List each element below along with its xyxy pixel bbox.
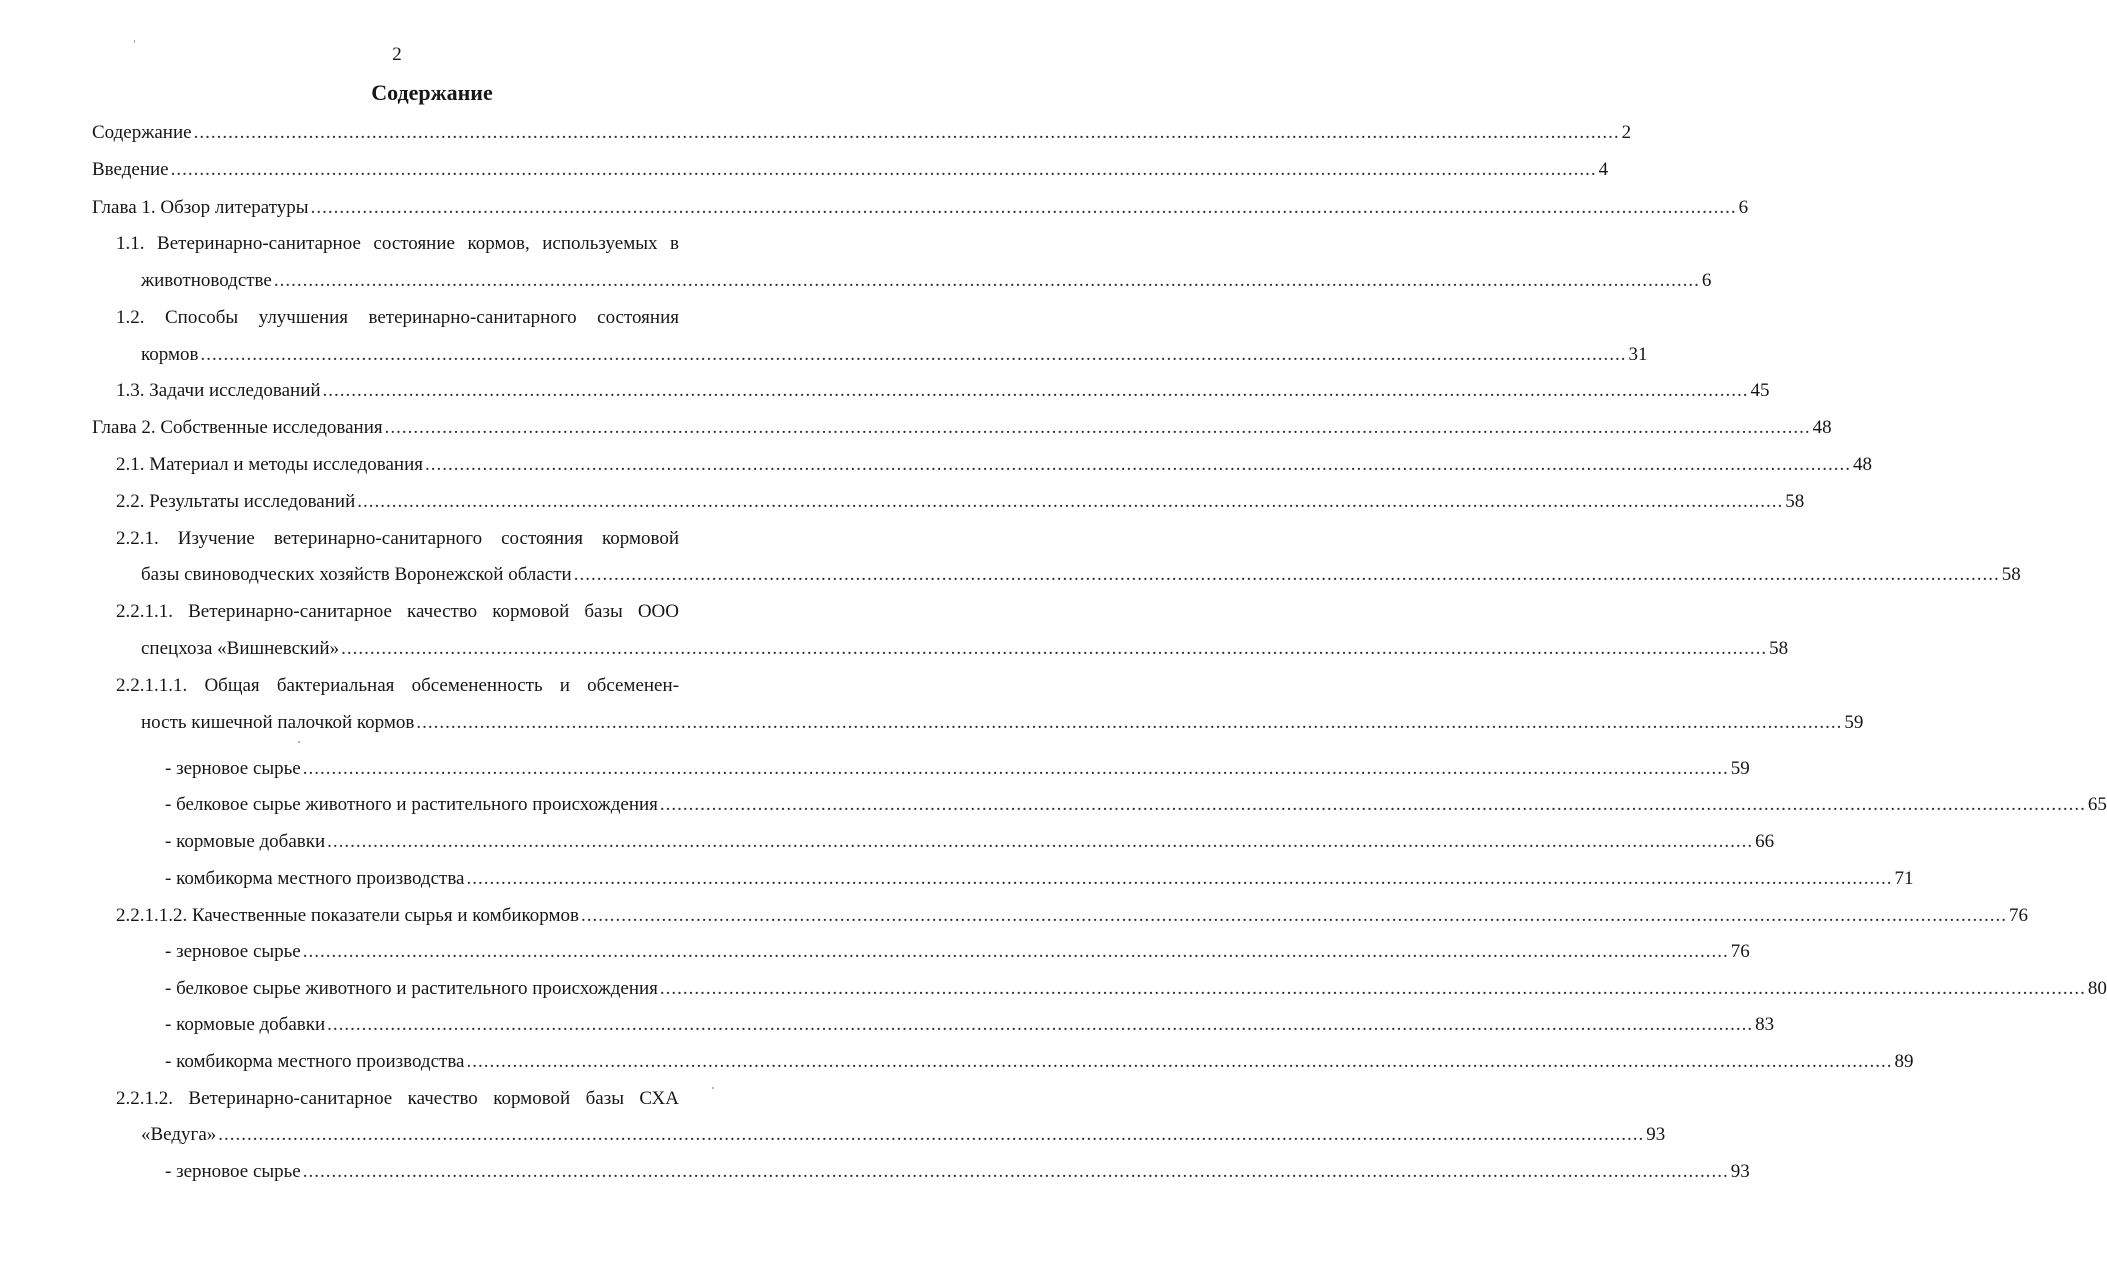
toc-entry-page: 59: [1730, 758, 1750, 779]
toc-entry-2-2-1-first-line[interactable]: 2.2.1. Изучение ветеринарно-санитарного состояния кормовой: [116, 528, 679, 549]
toc-entry-page: 6: [1738, 197, 1749, 218]
page-number: 2: [392, 44, 402, 65]
dot-leader: ........................................................................................................................................................................................................................................................: [302, 758, 1729, 779]
dot-leader: ........................................................................................................................................................................................................................................................: [218, 1124, 1645, 1145]
toc-entry-2-2-1-1[interactable]: [141, 636, 1789, 662]
toc-entry-page: 58: [1785, 491, 1805, 512]
toc-entry-2-2-1[interactable]: [141, 562, 2021, 588]
toc-entry-page: 76: [1730, 941, 1750, 962]
toc-entry-grain-feed-2[interactable]: [165, 939, 1750, 965]
dot-leader: ........................................................................................................................................................................................................................................................: [310, 197, 1737, 218]
toc-entry-page: 93: [1646, 1124, 1666, 1145]
toc-entry-label: базы свиноводческих хозяйств Воронежской области: [141, 564, 572, 585]
dot-leader: ........................................................................................................................................................................................................................................................: [327, 1014, 1754, 1035]
dot-leader: ........................................................................................................................................................................................................................................................: [581, 905, 2008, 926]
page-title: Содержание: [371, 80, 493, 105]
dot-leader: ........................................................................................................................................................................................................................................................: [659, 794, 2086, 815]
toc-entry-label: «Ведуга»: [141, 1124, 217, 1145]
toc-entry-2-2-1-2-first-line[interactable]: 2.2.1.2. Ветеринарно-санитарное качество кормовой базы СХА: [116, 1088, 679, 1109]
toc-entry-page: 76: [2009, 905, 2029, 926]
toc-entry-chapter-2[interactable]: [92, 415, 1832, 441]
scan-speck: [134, 40, 135, 43]
toc-entry-page: 31: [1628, 344, 1648, 365]
dot-leader: ........................................................................................................................................................................................................................................................: [341, 638, 1768, 659]
toc-entry-page: 66: [1755, 831, 1775, 852]
toc-entry-page: 6: [1701, 270, 1712, 291]
dot-leader: ........................................................................................................................................................................................................................................................: [193, 122, 1620, 143]
toc-entry-label: - кормовые добавки: [165, 1014, 326, 1035]
toc-entry-protein-feed-1[interactable]: [165, 792, 2107, 818]
toc-entry-page: 71: [1894, 868, 1914, 889]
toc-entry-label: - зерновое сырье: [165, 941, 301, 962]
toc-entry-1-1-first-line[interactable]: 1.1. Ветеринарно-санитарное состояние кормов, используемых в: [116, 233, 679, 254]
dot-leader: ........................................................................................................................................................................................................................................................: [302, 1161, 1729, 1182]
toc-entry-label: спецхоза «Вишневский»: [141, 638, 340, 659]
toc-entry-compound-feed-2[interactable]: [165, 1049, 1914, 1075]
toc-entry-introduction[interactable]: [92, 157, 1609, 183]
toc-entry-page: 45: [1750, 380, 1770, 401]
toc-entry-label: - белковое сырье животного и растительного происхождения: [165, 978, 658, 999]
toc-entry-label: - зерновое сырье: [165, 758, 301, 779]
toc-entry-label: - зерновое сырье: [165, 1161, 301, 1182]
toc-entry-page: 48: [1852, 454, 1872, 475]
toc-entry-2-2-1-1-1[interactable]: [141, 710, 1864, 736]
toc-entry-label: Введение: [92, 159, 169, 180]
toc-entry-label: Содержание: [92, 122, 192, 143]
toc-entry-feed-additives-1[interactable]: [165, 829, 1775, 855]
toc-entry-compound-feed-1[interactable]: [165, 866, 1914, 892]
toc-entry-page: 80: [2087, 978, 2107, 999]
scan-speck: [298, 741, 300, 743]
toc-entry-2-2-1-2[interactable]: [141, 1122, 1666, 1148]
toc-entry-contents[interactable]: [92, 120, 1632, 146]
toc-entry-label: - белковое сырье животного и растительного происхождения: [165, 794, 658, 815]
toc-entry-page: 48: [1812, 417, 1832, 438]
toc-entry-page: 65: [2087, 794, 2107, 815]
dot-leader: ........................................................................................................................................................................................................................................................: [424, 454, 1851, 475]
toc-entry-page: 58: [2001, 564, 2021, 585]
toc-entry-1-2-first-line[interactable]: 1.2. Способы улучшения ветеринарно-санитарного состояния: [116, 307, 679, 328]
dot-leader: ........................................................................................................................................................................................................................................................: [170, 159, 1597, 180]
dot-leader: ........................................................................................................................................................................................................................................................: [384, 417, 1811, 438]
toc-entry-label: - комбикорма местного производства: [165, 1051, 465, 1072]
toc-entry-1-3[interactable]: [116, 378, 1770, 404]
toc-entry-label: - комбикорма местного производства: [165, 868, 465, 889]
dot-leader: ........................................................................................................................................................................................................................................................: [302, 941, 1729, 962]
dot-leader: ........................................................................................................................................................................................................................................................: [327, 831, 1754, 852]
toc-entry-protein-feed-2[interactable]: [165, 976, 2107, 1002]
toc-entry-label: Глава 1. Обзор литературы: [92, 197, 309, 218]
toc-entry-page: 4: [1598, 159, 1609, 180]
dot-leader: ........................................................................................................................................................................................................................................................: [466, 1051, 1893, 1072]
toc-entry-grain-feed-3[interactable]: [165, 1159, 1750, 1185]
dot-leader: ........................................................................................................................................................................................................................................................: [416, 712, 1843, 733]
toc-entry-page: 83: [1755, 1014, 1775, 1035]
toc-entry-page: 89: [1894, 1051, 1914, 1072]
toc-entry-label: - кормовые добавки: [165, 831, 326, 852]
toc-entry-label: 2.1. Материал и методы исследования: [116, 454, 423, 475]
toc-entry-page: 93: [1730, 1161, 1750, 1182]
toc-entry-label: животноводстве: [141, 270, 272, 291]
dot-leader: ........................................................................................................................................................................................................................................................: [466, 868, 1893, 889]
toc-entry-1-2[interactable]: [141, 342, 1648, 368]
toc-entry-feed-additives-2[interactable]: [165, 1012, 1775, 1038]
dot-leader: ........................................................................................................................................................................................................................................................: [659, 978, 2086, 999]
toc-entry-label: 2.2. Результаты исследований: [116, 491, 356, 512]
toc-entry-page: 59: [1844, 712, 1864, 733]
toc-entry-label: 2.2.1.1.2. Качественные показатели сырья и комбикормов: [116, 905, 580, 926]
toc-entry-1-1[interactable]: [141, 268, 1712, 294]
toc-entry-label: Глава 2. Собственные исследования: [92, 417, 383, 438]
toc-entry-page: 2: [1621, 122, 1632, 143]
toc-entry-page: 58: [1769, 638, 1789, 659]
toc-entry-2-2-1-1-2[interactable]: [116, 903, 2029, 929]
toc-entry-2-2[interactable]: [116, 489, 1805, 515]
dot-leader: ........................................................................................................................................................................................................................................................: [200, 344, 1627, 365]
toc-entry-grain-feed-1[interactable]: [165, 756, 1750, 782]
toc-entry-label: кормов: [141, 344, 199, 365]
toc-entry-2-2-1-1-first-line[interactable]: 2.2.1.1. Ветеринарно-санитарное качество кормовой базы ООО: [116, 601, 679, 622]
toc-entry-chapter-1[interactable]: [92, 195, 1749, 221]
scan-speck: [712, 1087, 714, 1089]
dot-leader: ........................................................................................................................................................................................................................................................: [573, 564, 2000, 585]
toc-entry-label: ность кишечной палочкой кормов: [141, 712, 415, 733]
toc-entry-label: 1.3. Задачи исследований: [116, 380, 321, 401]
toc-entry-2-2-1-1-1-first-line[interactable]: 2.2.1.1.1. Общая бактериальная обсемененность и обсеменен-: [116, 675, 679, 696]
dot-leader: ........................................................................................................................................................................................................................................................: [357, 491, 1784, 512]
dot-leader: ........................................................................................................................................................................................................................................................: [273, 270, 1700, 291]
toc-entry-2-1[interactable]: [116, 452, 1872, 478]
dot-leader: ........................................................................................................................................................................................................................................................: [322, 380, 1749, 401]
